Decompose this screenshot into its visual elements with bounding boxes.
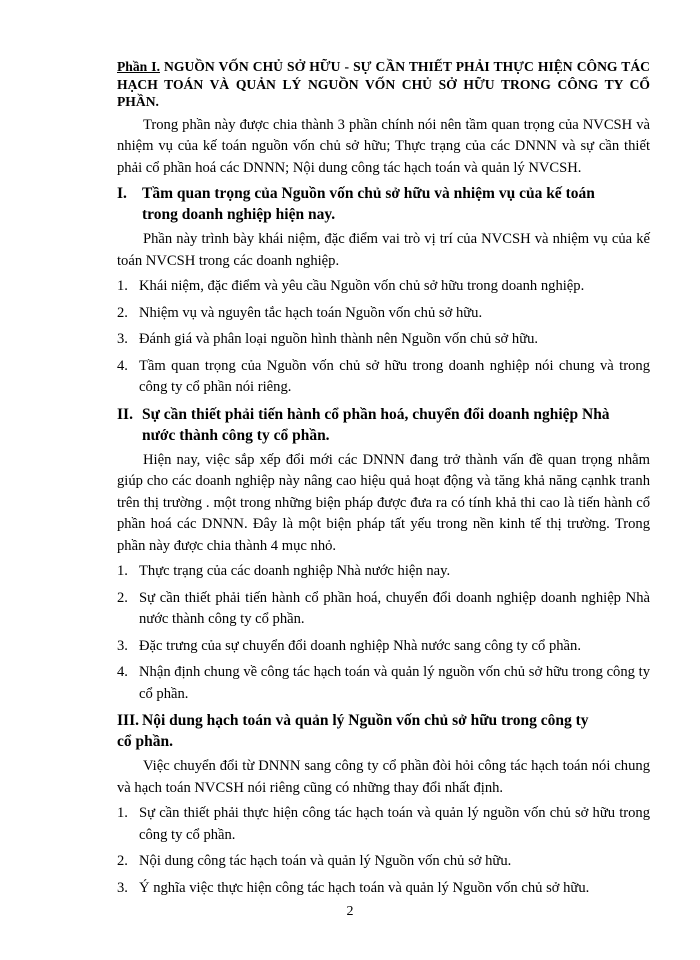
section-paragraph: Phần này trình bày khái niệm, đặc điểm vai trò vị trí của NVCSH và nhiệm vụ của kế toán NVCSH trong các doanh nghiệp.	[117, 231, 650, 269]
list-item-text: Nhiệm vụ và nguyên tắc hạch toán Nguồn vốn chủ sở hữu.	[139, 304, 483, 321]
list-item-text: Nhận định chung về công tác hạch toán và quản lý nguồn vốn chủ sở hữu trong công ty cổ phần.	[139, 664, 650, 702]
section-heading-line2: nước thành công ty cổ phần.	[142, 426, 330, 444]
list-item-number: 3.	[117, 637, 128, 654]
list-item	[117, 803, 650, 846]
list-item	[117, 276, 650, 298]
list-item-text: Ý nghĩa việc thực hiện công tác hạch toán và quản lý Nguồn vốn chủ sở hữu.	[139, 879, 590, 896]
section-paragraph: Hiện nay, việc sắp xếp đổi mới các DNNN đang trở thành vấn đề quan trọng nhằm giúp cho các doanh nghiệp này nâng cao hiệu quả hoạt động và tăng khả năng cạnhk tranh trên thị trường . một trong những biện pháp được đưa ra có tính khả thi cao là tiến hành cổ phần hoá các DNNN. Đây là một biện pháp tất yếu trong nền kinh tế thị trường. Trong phần này được chia thành 4 mục nhỏ.	[117, 451, 650, 554]
section-heading-line2: cổ phần.	[117, 733, 173, 750]
list-item	[117, 851, 650, 873]
list-item-text: Tầm quan trọng của Nguồn vốn chủ sở hữu trong doanh nghiệp nói chung và trong công ty cổ phần nói riêng.	[139, 357, 650, 395]
section-heading-1	[117, 183, 650, 225]
intro-paragraph: Trong phần này được chia thành 3 phần chính nói nên tầm quan trọng của NVCSH và nhiệm vụ của kế toán nguồn vốn chủ sở hữu; Thực trạng của các DNNN và sự cần thiết phải cổ phần hoá các DNNN; Nội dung công tác hạch toán và quản lý NVCSH.	[117, 116, 650, 176]
list-item-text: Đánh giá và phân loại nguồn hình thành nên Nguồn vốn chủ sở hữu.	[139, 331, 539, 347]
section-number: I.	[117, 185, 127, 202]
list-item-number: 1.	[117, 278, 128, 294]
list-item-number: 1.	[117, 805, 128, 821]
list-item-number: 2.	[117, 853, 128, 869]
section-number: III.	[117, 712, 139, 729]
list-item	[117, 662, 650, 705]
section-heading-line1: Nội dung hạch toán và quản lý Nguồn vốn chủ sở hữu trong công ty	[142, 712, 589, 729]
section-heading-2	[117, 404, 650, 446]
section-heading-3	[117, 710, 650, 752]
title-lead: Phần I.	[117, 59, 160, 74]
list-item	[117, 356, 650, 399]
list-item-text: Thực trạng của các doanh nghiệp Nhà nước hiện nay.	[139, 563, 451, 579]
list-item	[117, 878, 650, 900]
section-number: II.	[117, 405, 133, 423]
list-item-number: 3.	[117, 331, 128, 347]
list-item	[117, 303, 650, 325]
list-item-number: 4.	[117, 664, 128, 680]
section-heading-line2: trong doanh nghiệp hiện nay.	[142, 206, 336, 223]
list-item-number: 2.	[117, 304, 128, 321]
list-item-number: 2.	[117, 589, 128, 606]
list-item-text: Khái niệm, đặc điểm và yêu cầu Nguồn vốn chủ sở hữu trong doanh nghiệp.	[139, 278, 585, 294]
page-content	[117, 58, 650, 904]
section-paragraph: Việc chuyển đổi từ DNNN sang công ty cổ phần đòi hỏi công tác hạch toán nói chung và hạch toán NVCSH nói riêng cũng có những thay đổi nhất định.	[117, 758, 650, 796]
list-item	[117, 561, 650, 583]
section-heading-line1: Sự cần thiết phải tiến hành cổ phần hoá, chuyển đổi doanh nghiệp Nhà	[142, 405, 610, 423]
page-title	[117, 58, 650, 111]
list-item-number: 1.	[117, 563, 128, 579]
page-number: 2	[346, 904, 354, 919]
list-item-text: Sự cần thiết phải tiến hành cổ phần hoá, chuyển đổi doanh nghiệp doanh nghiệp Nhà nước thành công ty cổ phần.	[139, 589, 650, 627]
list-item-text: Nội dung công tác hạch toán và quản lý Nguồn vốn chủ sở hữu.	[139, 853, 512, 869]
list-item-number: 4.	[117, 357, 128, 374]
list-item	[117, 636, 650, 658]
list-item-text: Sự cần thiết phải thực hiện công tác hạch toán và quản lý nguồn vốn chủ sở hữu trong công ty cổ phần.	[139, 805, 650, 843]
list-item	[117, 329, 650, 351]
list-item	[117, 588, 650, 631]
list-item-text: Đặc trưng của sự chuyển đổi doanh nghiệp Nhà nước sang công ty cổ phần.	[139, 637, 581, 654]
section-heading-line1: Tầm quan trọng của Nguồn vốn chủ sở hữu và nhiệm vụ của kế toán	[142, 185, 595, 202]
title-text: NGUỒN VỐN CHỦ SỞ HỮU - SỰ CẦN THIẾT PHẢI THỰC HIỆN CÔNG TÁC HẠCH TOÁN VÀ QUẢN LÝ NGUỒN VỐN CHỦ SỞ HỮU TRONG CÔNG TY CỔ PHẦN.	[117, 59, 650, 109]
list-item-number: 3.	[117, 879, 128, 896]
